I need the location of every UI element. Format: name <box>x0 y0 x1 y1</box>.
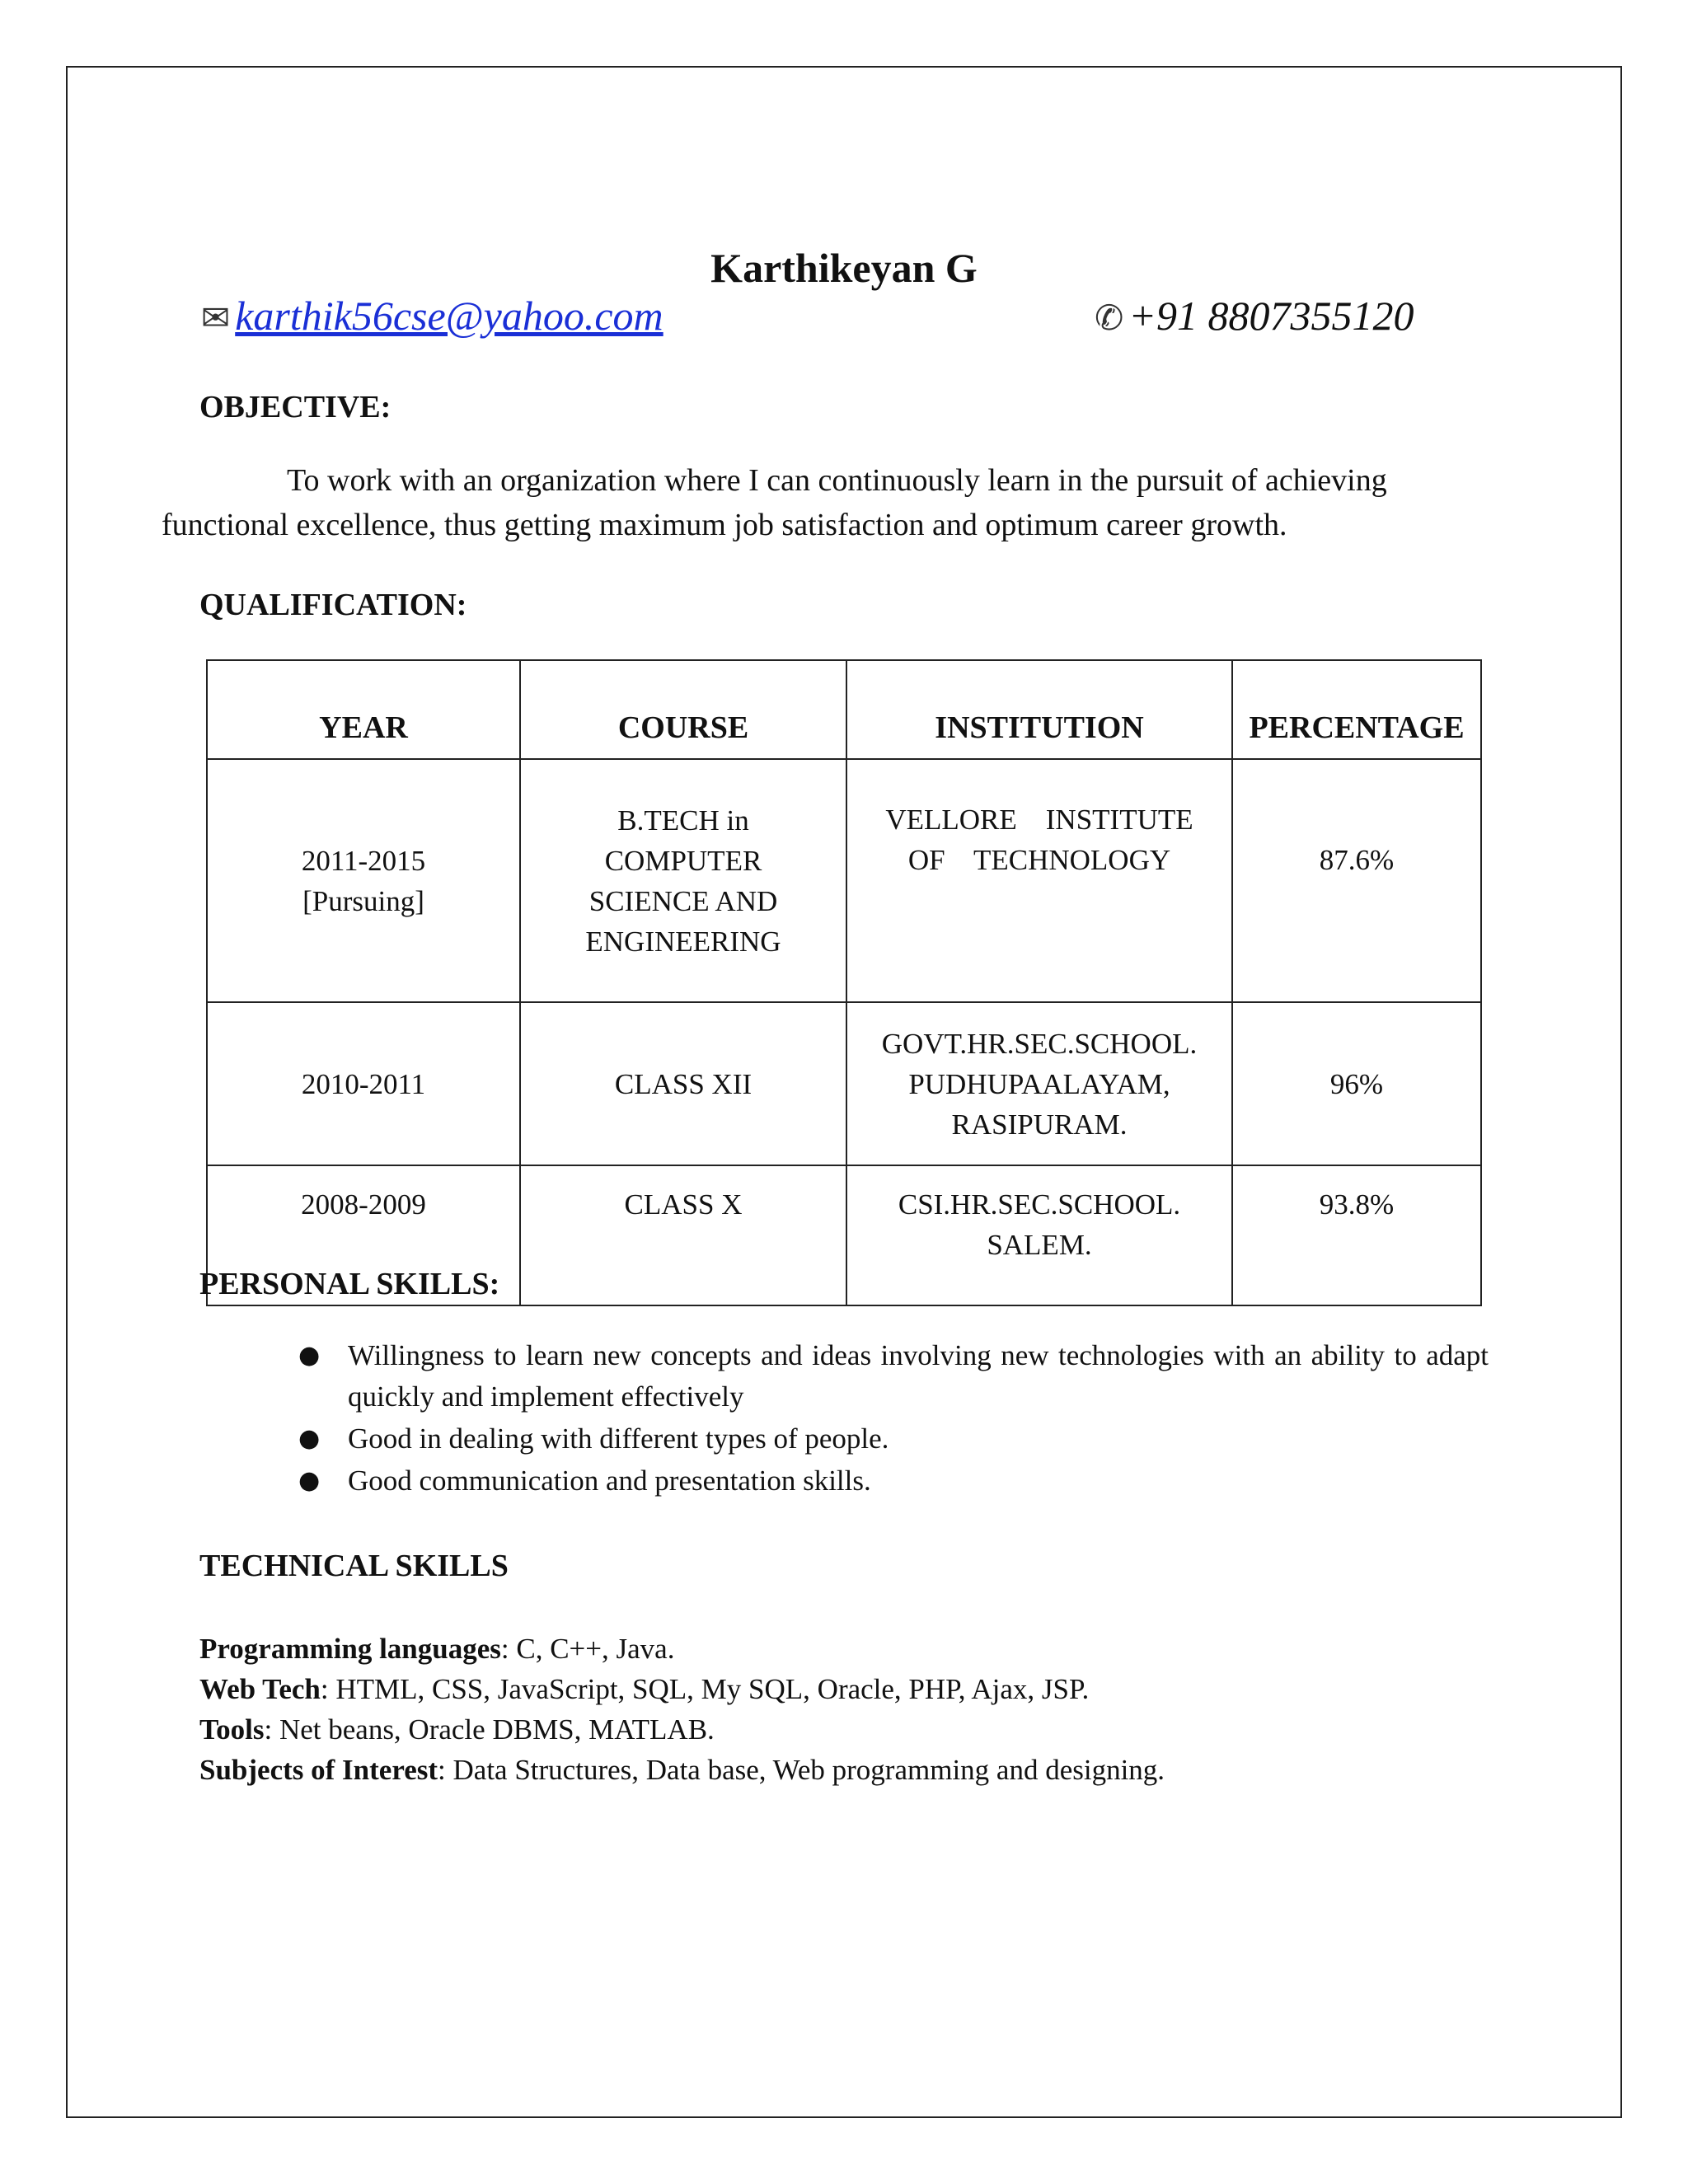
table-row <box>207 759 1481 1002</box>
cell-institution: GOVT.HR.SEC.SCHOOL. PUDHUPAALAYAM, RASIPURAM. <box>846 1002 1232 1165</box>
envelope-icon: ✉ <box>201 298 231 338</box>
tech-skill-label: Web Tech <box>199 1673 321 1705</box>
objective-body: To work with an organization where I can continuously learn in the pursuit of achieving functional excellence, thus getting maximum job satisfaction and optimum career growth. <box>162 463 1387 542</box>
phone-icon: ✆ <box>1095 298 1124 338</box>
cell-percentage: 96% <box>1232 1002 1481 1165</box>
cell-institution: CSI.HR.SEC.SCHOOL. SALEM. <box>846 1165 1232 1305</box>
phone-number: +91 8807355120 <box>1128 293 1414 339</box>
cell-course: B.TECH in COMPUTER SCIENCE AND ENGINEERING <box>520 759 846 1002</box>
table-header-row <box>207 660 1481 759</box>
tech-skill-value: : C, C++, Java. <box>500 1633 675 1665</box>
list-item: ● Willingness to learn new concepts and ideas involving new technologies with an ability to adapt quickly and implement effectively <box>295 1335 1489 1418</box>
tech-skill-value: : Net beans, Oracle DBMS, MATLAB. <box>264 1713 715 1746</box>
bullet-icon: ● <box>298 1424 321 1453</box>
list-item: ● Good in dealing with different types of people. <box>295 1418 1489 1460</box>
phone-contact <box>1095 292 1414 340</box>
tech-skill-line <box>199 1669 1165 1709</box>
column-header-institution: INSTITUTION <box>846 660 1232 759</box>
qualification-heading: QUALIFICATION: <box>199 588 467 622</box>
cell-year: 2008-2009 <box>207 1165 520 1305</box>
table-row <box>207 1002 1481 1165</box>
email-link[interactable]: karthik56cse@yahoo.com <box>235 293 663 339</box>
email-contact <box>201 292 663 340</box>
candidate-name: Karthikeyan G <box>710 245 978 291</box>
cell-year: 2011-2015 [Pursuing] <box>207 759 520 1002</box>
column-header-year: YEAR <box>207 660 520 759</box>
personal-skills-list <box>295 1335 1489 1502</box>
tech-skill-label: Subjects of Interest <box>199 1754 438 1786</box>
column-header-percentage: PERCENTAGE <box>1232 660 1481 759</box>
technical-skills-list <box>199 1629 1165 1790</box>
tech-skill-line <box>199 1750 1165 1790</box>
objective-heading: OBJECTIVE: <box>199 390 392 424</box>
tech-skill-line <box>199 1709 1165 1750</box>
column-header-course: COURSE <box>520 660 846 759</box>
cell-course: CLASS X <box>520 1165 846 1305</box>
tech-skill-line <box>199 1629 1165 1669</box>
tech-skill-value: : HTML, CSS, JavaScript, SQL, My SQL, Oracle, PHP, Ajax, JSP. <box>320 1673 1090 1705</box>
tech-skill-value: : Data Structures, Data base, Web programming and designing. <box>438 1754 1165 1786</box>
bullet-icon: ● <box>298 1466 321 1495</box>
technical-skills-heading: TECHNICAL SKILLS <box>199 1549 509 1583</box>
qualification-table <box>206 659 1482 1306</box>
cell-course: CLASS XII <box>520 1002 846 1165</box>
tech-skill-label: Programming languages <box>199 1633 501 1665</box>
objective-text <box>162 458 1480 547</box>
cell-percentage: 87.6% <box>1232 759 1481 1002</box>
list-item: ● Good communication and presentation skills. <box>295 1460 1489 1502</box>
personal-skills-heading: PERSONAL SKILLS: <box>199 1267 500 1301</box>
bullet-icon: ● <box>298 1341 321 1370</box>
cell-year: 2010-2011 <box>207 1002 520 1165</box>
tech-skill-label: Tools <box>199 1713 265 1746</box>
cell-percentage: 93.8% <box>1232 1165 1481 1305</box>
cell-institution: VELLORE INSTITUTE OF TECHNOLOGY <box>846 759 1232 1002</box>
